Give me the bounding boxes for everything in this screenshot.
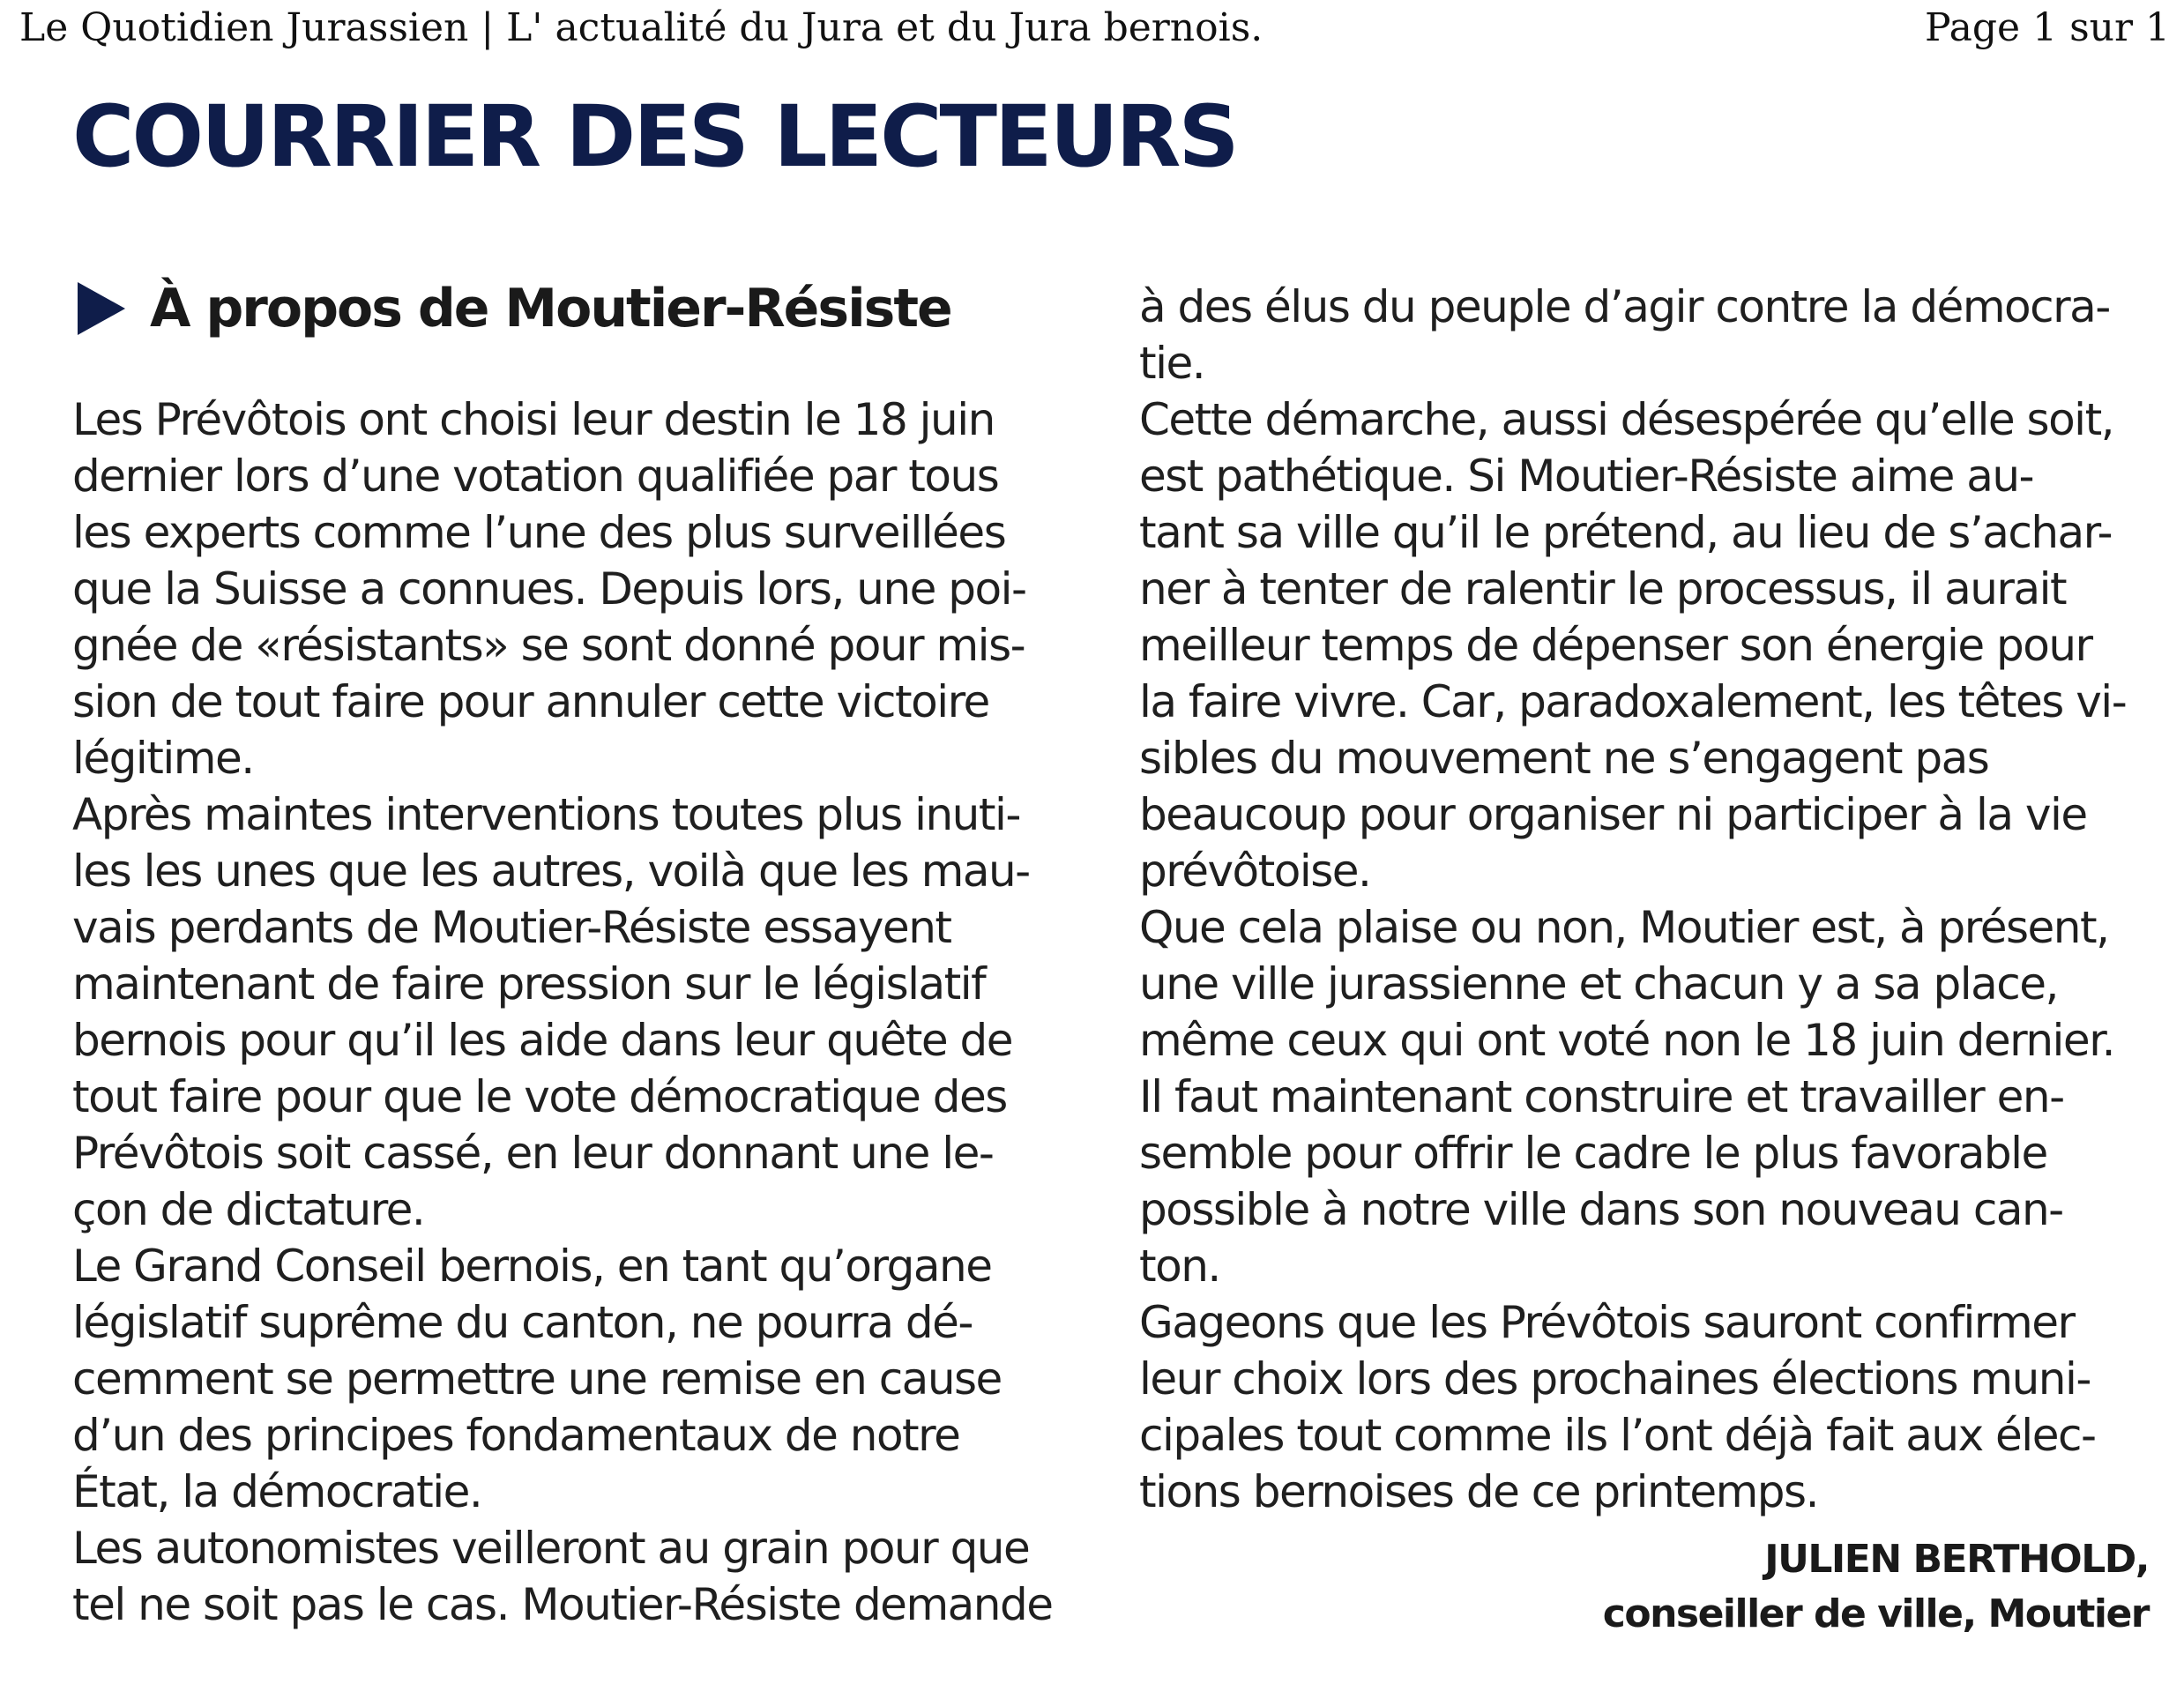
article-text-line: Gageons que les Prévôtois sauront confirmer — [1139, 1297, 2075, 1348]
article-text-line: vais perdants de Moutier-Résiste essayent — [72, 902, 951, 953]
page-indicator: Page 1 sur 1 — [1925, 5, 2170, 50]
article-text-line: Il faut maintenant construire et travailler en- — [1139, 1071, 2064, 1122]
article-text-line: d’un des principes fondamentaux de notre — [72, 1410, 960, 1461]
article-text-line: semble pour offrir le cadre le plus favorable — [1139, 1128, 2047, 1179]
author-title: conseiller de ville, Moutier — [1602, 1591, 2149, 1636]
article-text-line: État, la démocratie. — [72, 1466, 482, 1517]
article-text-line: une ville jurassienne et chacun y a sa place, — [1139, 958, 2058, 1010]
article-text-line: ton. — [1139, 1241, 1220, 1292]
article-text-line: possible à notre ville dans son nouveau can- — [1139, 1184, 2063, 1235]
article-text-line: la faire vivre. Car, paradoxalement, les têtes vi- — [1139, 676, 2127, 727]
article-left-column — [72, 391, 1086, 1633]
section-title: COURRIER DES LECTEURS — [72, 87, 1237, 186]
article-text-line: ner à tenter de ralentir le processus, il aurait — [1139, 563, 2067, 615]
article-text-line: gnée de «résistants» se sont donné pour mis- — [72, 620, 1025, 671]
article-text-line: à des élus du peuple d’agir contre la démocra- — [1139, 281, 2110, 332]
article-text-line: légitime. — [72, 733, 254, 784]
article-text-line: sibles du mouvement ne s’engagent pas — [1139, 733, 1989, 784]
article-text-line: dernier lors d’une votation qualifiée par tous — [72, 451, 999, 502]
article-right-column — [1139, 279, 2162, 1520]
article-text-line: tie. — [1139, 338, 1205, 389]
article-text-line: meilleur temps de dépenser son énergie pour — [1139, 620, 2092, 671]
article-text-line: beaucoup pour organiser ni participer à la vie — [1139, 789, 2087, 840]
article-text-line: les les unes que les autres, voilà que les mau- — [72, 846, 1030, 897]
article-text-line: est pathétique. Si Moutier-Résiste aime au- — [1139, 451, 2034, 502]
article-text-line: législatif suprême du canton, ne pourra dé- — [72, 1297, 973, 1348]
article-text-line: tout faire pour que le vote démocratique des — [72, 1071, 1007, 1122]
article-text-line: Les autonomistes veilleront au grain pour que — [72, 1523, 1030, 1574]
page-header — [0, 0, 2184, 62]
article-text-line: prévôtoise. — [1139, 846, 1371, 897]
article-text-line: Après maintes interventions toutes plus inuti- — [72, 789, 1020, 840]
article-heading-text: À propos de Moutier-Résiste — [150, 278, 951, 339]
article-text-line: que la Suisse a connues. Depuis lors, une poi- — [72, 563, 1026, 615]
article-text-line: sion de tout faire pour annuler cette victoire — [72, 676, 989, 727]
article-text-line: maintenant de faire pression sur le législatif — [72, 958, 986, 1010]
article-text-line: cipales tout comme ils l’ont déjà fait aux élec- — [1139, 1410, 2096, 1461]
author-name: JULIEN BERTHOLD, — [1764, 1537, 2149, 1582]
article-text-line: Que cela plaise ou non, Moutier est, à présent, — [1139, 902, 2109, 953]
article-text-line: bernois pour qu’il les aide dans leur quête de — [72, 1015, 1013, 1066]
triangle-right-icon — [78, 282, 125, 335]
article-text-line: les experts comme l’une des plus surveillées — [72, 507, 1006, 558]
article-text-line: même ceux qui ont voté non le 18 juin dernier. — [1139, 1015, 2115, 1066]
author-signature — [1603, 1532, 2149, 1642]
article-text-line: tant sa ville qu’il le prétend, au lieu de s’achar- — [1139, 507, 2113, 558]
site-title: Le Quotidien Jurassien | L' actualité du Jura et du Jura bernois. — [19, 5, 1263, 50]
article-text-line: tel ne soit pas le cas. Moutier-Résiste demande — [72, 1579, 1053, 1630]
article-text-line: leur choix lors des prochaines élections muni- — [1139, 1353, 2091, 1405]
article-text-line: Prévôtois soit cassé, en leur donnant une le- — [72, 1128, 994, 1179]
article-text-line: cemment se permettre une remise en cause — [72, 1353, 1002, 1405]
article-text-line: Les Prévôtois ont choisi leur destin le 18 juin — [72, 394, 995, 445]
article-heading — [78, 265, 951, 353]
article-text-line: tions bernoises de ce printemps. — [1139, 1466, 1818, 1517]
article-text-line: çon de dictature. — [72, 1184, 425, 1235]
article-text-line: Le Grand Conseil bernois, en tant qu’organe — [72, 1241, 992, 1292]
article-text-line: Cette démarche, aussi désespérée qu’elle soit, — [1139, 394, 2114, 445]
